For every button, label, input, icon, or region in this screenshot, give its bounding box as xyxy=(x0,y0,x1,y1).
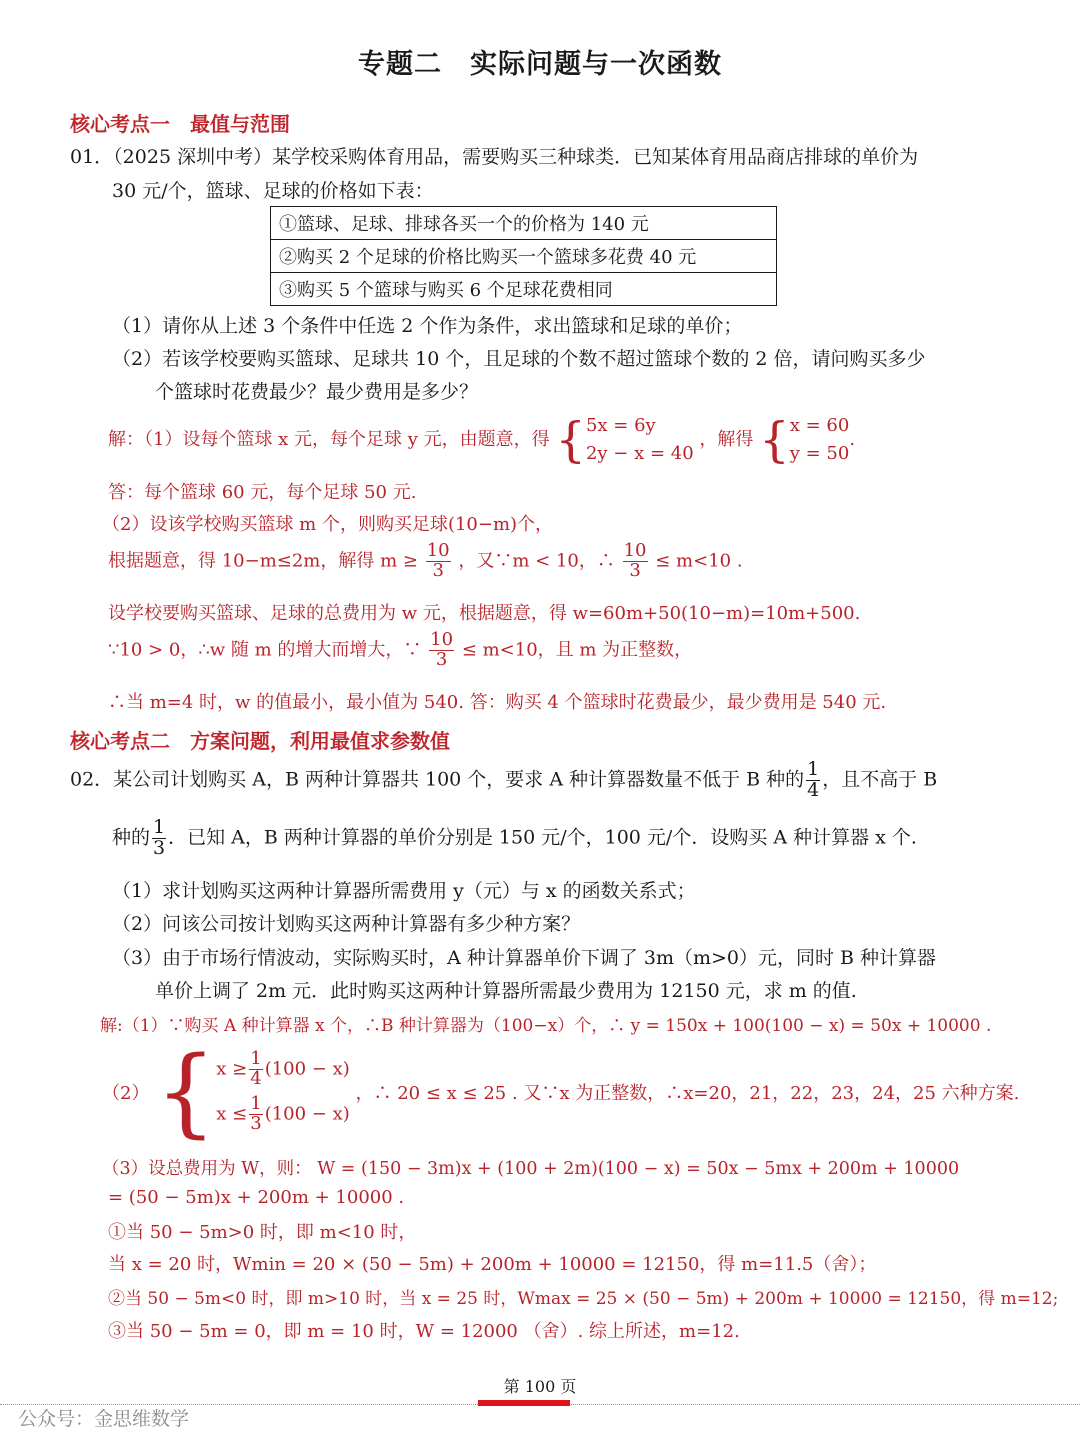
equation-system: 5x = 6y 2y − x = 40 xyxy=(585,415,694,464)
s1-line4: 根据题意，得 10−m≤2m，解得 m ≥ $\frac{10}{3}$ ，又∵m < 10，∴ $\frac{10}{3}$ ≤ m<10 . xyxy=(108,540,743,581)
section-heading-2: 核心考点二 方案问题，利用最值求参数值 xyxy=(70,729,450,753)
s2-line8: ③当 50 − 5m = 0，即 m = 10 时，W = 12000 （舍）. 综上所述，m=12. xyxy=(108,1321,740,1342)
q2-sub3a: （3）由于市场行情波动，实际购买时，A 种计算器单价下调了 3m（m>0）元，同时 B 种计算器 xyxy=(112,947,937,969)
s1-line7: ∴当 m=4 时，w 的值最小，最小值为 540. 答：购买 4 个篮球时花费最少，最少费用是 540 元. xyxy=(108,692,887,713)
section-heading-1: 核心考点一 最值与范围 xyxy=(70,112,290,136)
condition-2: ②购买 2 个足球的价格比购买一个篮球多花费 40 元 xyxy=(271,240,777,273)
fraction-1-4: $\frac{1}{4}$ xyxy=(807,758,820,801)
q1-line2: 30 元/个，篮球、足球的价格如下表： xyxy=(112,180,434,202)
q1-line1: 01．（2025 深圳中考）某学校采购体育用品，需要购买三种球类．已知某体育用品商店排球的单价为 xyxy=(70,146,919,168)
s1-line6: ∵10 > 0，∴w 随 m 的增大而增大，∵ $\frac{10}{3}$ ≤ m<10，且 m 为正整数， xyxy=(108,629,693,670)
s2-line7: ②当 50 − 5m<0 时，即 m>10 时，当 x = 25 时，Wmax = 25 × (50 − 5m) + 200m + 10000 = 12150，得 m=12; xyxy=(108,1289,1059,1309)
s2-line4: = (50 − 5m)x + 200m + 10000 . xyxy=(108,1187,405,1208)
condition-1: ①篮球、足球、排球各买一个的价格为 140 元 xyxy=(271,207,777,240)
s1-line3: （2）设该学校购买篮球 m 个，则购买足球(10−m)个， xyxy=(102,514,554,535)
s2-line6: 当 x = 20 时，Wmin = 20 × (50 − 5m) + 200m + 10000 = 12150，得 m=11.5（舍）； xyxy=(108,1254,877,1275)
q1-sub1: （1）请你从上述 3 个条件中任选 2 个作为条件，求出篮球和足球的单价； xyxy=(112,315,743,337)
q2-sub1: （1）求计划购买这两种计算器所需费用 y（元）与 x 的函数关系式； xyxy=(112,880,696,902)
s1-line5: 设学校要购买篮球、足球的总费用为 w 元，根据题意，得 w=60m+50(10−m)=10m+500. xyxy=(108,603,861,624)
s2-line5: ①当 50 − 5m>0 时，即 m<10 时， xyxy=(108,1222,417,1243)
fraction-1-3: $\frac{1}{3}$ xyxy=(153,816,166,859)
watermark: 公众号：金思维数学 xyxy=(18,1408,190,1430)
page-number: 第 100 页 xyxy=(503,1377,577,1396)
q1-sub2a: （2）若该学校要购买篮球、足球共 10 个，且足球的个数不超过篮球个数的 2 倍，请问购买多少 xyxy=(112,348,926,370)
s1-line1: 解：（1）设每个篮球 x 元，每个足球 y 元，由题意，得 { 5x = 6y 2y − x = 40 ，解得 { x = 60 y = 50 . xyxy=(108,411,856,468)
fraction-10-3: $\frac{10}{3}$ xyxy=(623,540,647,581)
s1-line1-text: 解：（1）设每个篮球 x 元，每个足球 y 元，由题意，得 xyxy=(108,428,550,450)
s2-line3: （3）设总费用为 W，则： W = (150 − 3m)x + (100 + 2m)(100 − x) = 50x − 5mx + 200m + 10000 xyxy=(102,1159,960,1179)
q2-line2: 种的 $\frac{1}{3}$ ．已知 A，B 两种计算器的单价分别是 150 元/个，100 元/个．设购买 A 种计算器 x 个. xyxy=(112,816,917,859)
q2-sub3b: 单价上调了 2m 元．此时购买这两种计算器所需最少费用为 12150 元，求 m 的值. xyxy=(155,980,857,1002)
fraction-10-3: $\frac{10}{3}$ xyxy=(426,540,450,581)
brace-icon: { xyxy=(759,411,790,468)
fraction-10-3: $\frac{10}{3}$ xyxy=(430,629,454,670)
brace-icon: { xyxy=(155,1036,217,1148)
q2-line1: 02．某公司计划购买 A，B 两种计算器共 100 个，要求 A 种计算器数量不低于 B 种的 $\frac{1}{4}$ ，且不高于 B xyxy=(70,758,938,801)
s2-line2: （2） { x ≥ $\frac{1}{4}$ (100 − x) x ≤ $\frac{1}{3}$ (100 − x) ，∴ 20 ≤ x ≤ 25 . 又∵x 为正整数，∴x=20，21，22，23，24，25 六种方案. xyxy=(102,1036,1020,1148)
brace-icon: { xyxy=(555,411,586,468)
s1-line2: 答：每个篮球 60 元，每个足球 50 元. xyxy=(108,482,417,503)
q2-sub2: （2）问该公司按计划购买这两种计算器有多少种方案？ xyxy=(112,913,581,935)
q1-sub2b: 个篮球时花费最少？最少费用是多少？ xyxy=(155,381,479,403)
solution-system: x = 60 y = 50 xyxy=(789,415,850,464)
inequality-system: x ≥ $\frac{1}{4}$ (100 − x) x ≤ $\frac{1}{3}$ (100 − x) xyxy=(216,1048,350,1134)
condition-3: ③购买 5 个篮球与购买 6 个足球花费相同 xyxy=(271,273,777,306)
page-accent-bar xyxy=(478,1400,570,1406)
s2-line1: 解:（1）∵购买 A 种计算器 x 个，∴B 种计算器为（100−x）个，∴ y = 150x + 100(100 − x) = 50x + 10000 . xyxy=(100,1016,992,1036)
conditions-table xyxy=(270,206,777,306)
page-title: 专题二 实际问题与一次函数 xyxy=(358,49,722,80)
